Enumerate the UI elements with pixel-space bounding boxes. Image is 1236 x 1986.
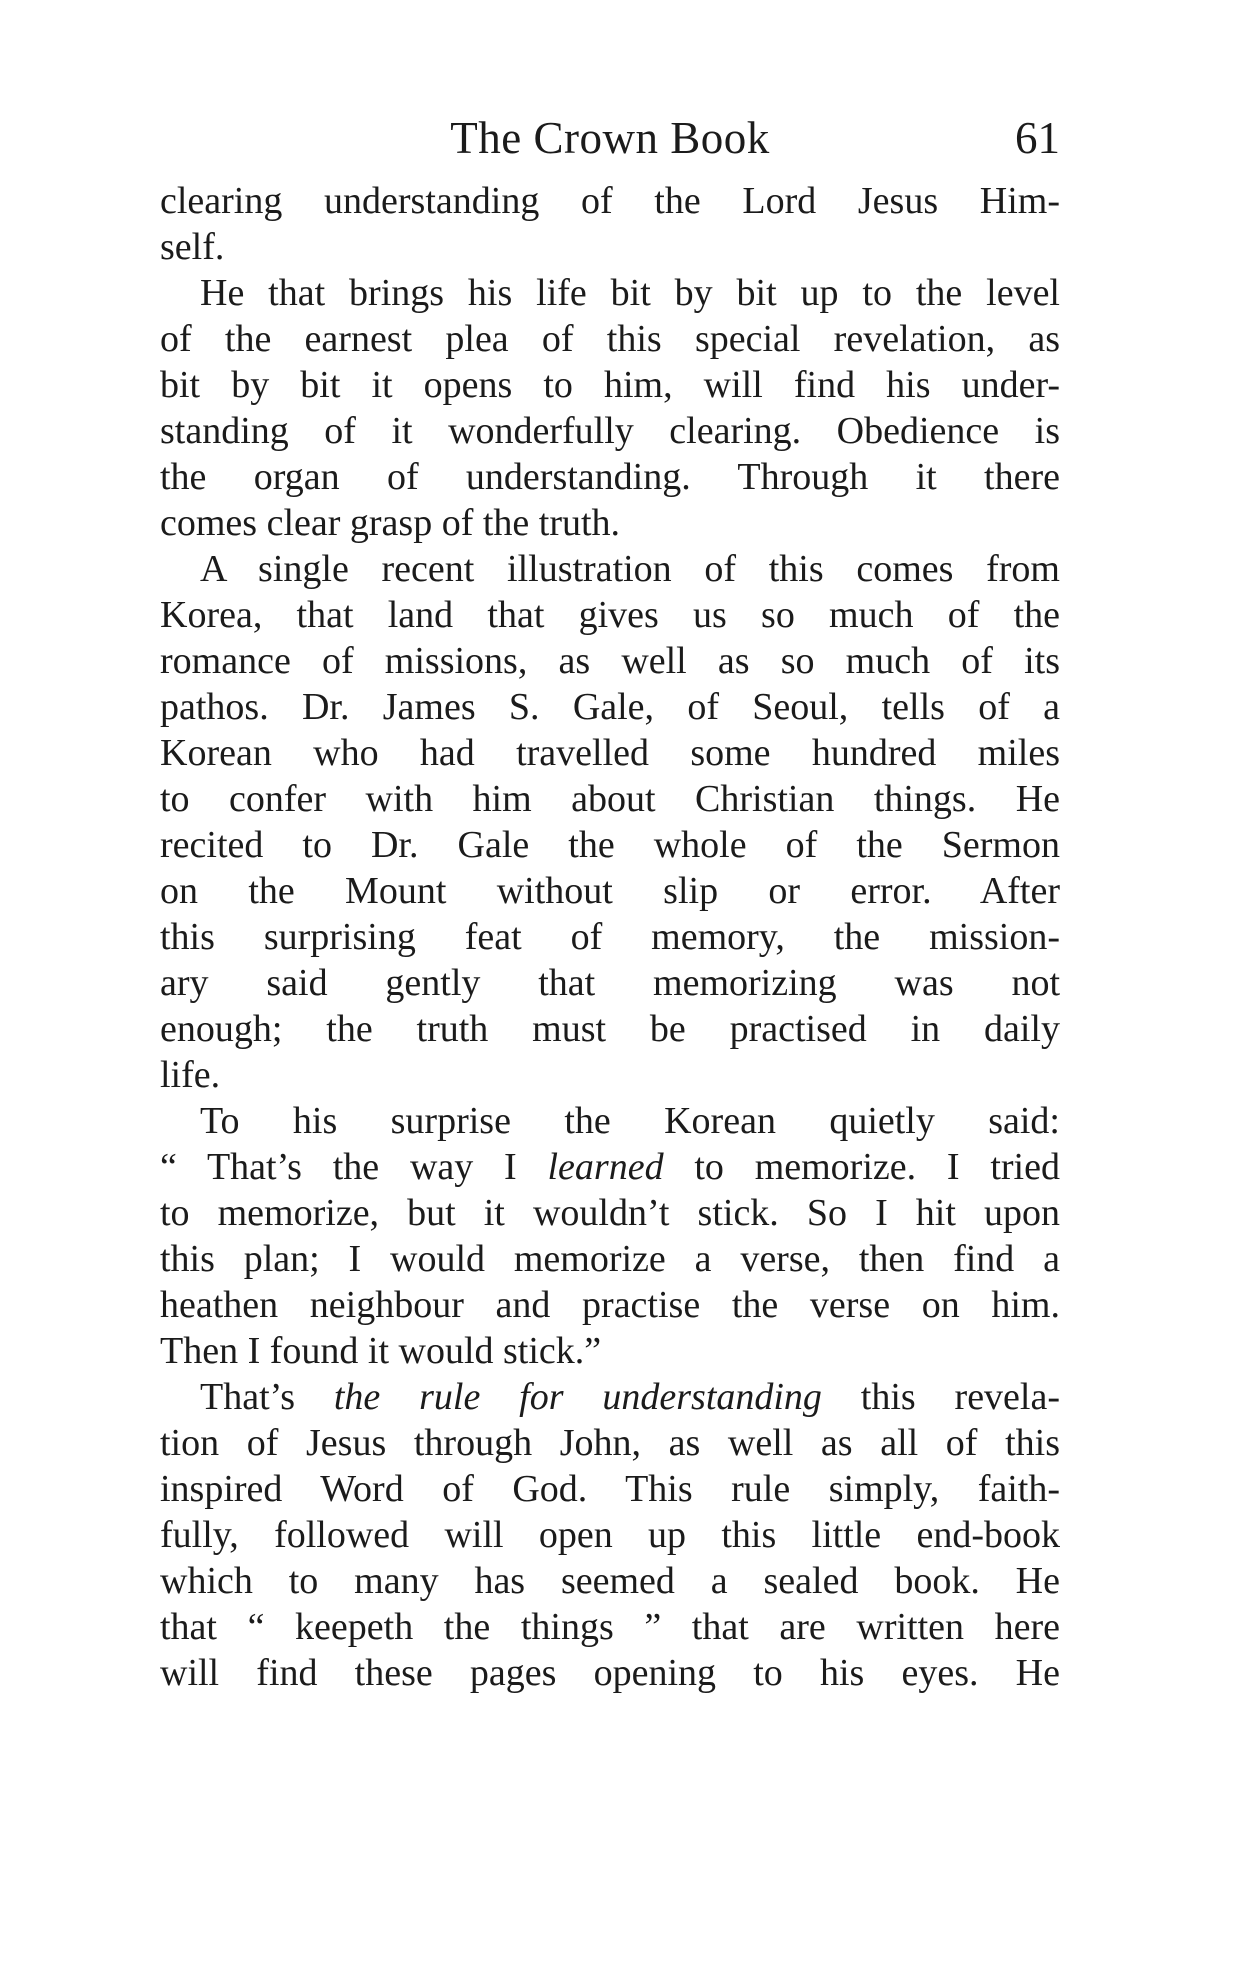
text-run: this revela- <box>821 1376 1061 1418</box>
text-line <box>160 1144 1060 1190</box>
text-line: He that brings his life bit by bit up to the level <box>200 272 1060 314</box>
text-line: Then I found it would stick.” <box>160 1330 602 1372</box>
italic-emphasis: learned <box>547 1146 664 1188</box>
text-line: this surprising feat of memory, the mission- <box>160 916 1060 958</box>
body-text <box>160 178 1060 1696</box>
text-line: bit by bit it opens to him, will find his under- <box>160 364 1060 406</box>
text-line: standing of it wonderfully clearing. Obedience is <box>160 410 1060 452</box>
text-line: inspired Word of God. This rule simply, faith- <box>160 1468 1060 1510</box>
text-line: life. <box>160 1054 221 1096</box>
text-line: Korea, that land that gives us so much of the <box>160 594 1060 636</box>
text-line: recited to Dr. Gale the whole of the Sermon <box>160 824 1060 866</box>
text-line: the organ of understanding. Through it there <box>160 456 1060 498</box>
text-line: ary said gently that memorizing was not <box>160 962 1060 1004</box>
text-line: enough; the truth must be practised in daily <box>160 1008 1060 1050</box>
running-head <box>160 108 1060 168</box>
text-line: romance of missions, as well as so much of its <box>160 640 1060 682</box>
text-line: fully, followed will open up this little end-book <box>160 1514 1060 1556</box>
text-line: self. <box>160 226 225 268</box>
text-line: pathos. Dr. James S. Gale, of Seoul, tells of a <box>160 686 1060 728</box>
text-run: to memorize. I tried <box>663 1146 1060 1188</box>
text-line: To his surprise the Korean quietly said: <box>200 1100 1060 1142</box>
text-line: on the Mount without slip or error. After <box>160 870 1060 912</box>
text-line: of the earnest plea of this special revelation, as <box>160 318 1060 360</box>
text-line: clearing understanding of the Lord Jesus Him- <box>160 180 1060 222</box>
text-run: “ That’s the way I <box>160 1146 548 1188</box>
text-line: this plan; I would memorize a verse, then find a <box>160 1238 1060 1280</box>
text-line: tion of Jesus through John, as well as all of this <box>160 1422 1060 1464</box>
text-line: will find these pages opening to his eyes. He <box>160 1652 1060 1694</box>
text-line: which to many has seemed a sealed book. He <box>160 1560 1060 1602</box>
text-line: that “ keepeth the things ” that are written here <box>160 1606 1060 1648</box>
text-line: heathen neighbour and practise the verse on him. <box>160 1284 1060 1326</box>
text-line: to memorize, but it wouldn’t stick. So I hit upon <box>160 1192 1060 1234</box>
text-line <box>160 1374 1060 1420</box>
text-line: A single recent illustration of this comes from <box>200 548 1060 590</box>
text-line: Korean who had travelled some hundred miles <box>160 732 1060 774</box>
running-title: The Crown Book <box>450 113 770 163</box>
text-line: to confer with him about Christian things. He <box>160 778 1060 820</box>
text-line: comes clear grasp of the truth. <box>160 502 621 544</box>
text-run: That’s <box>200 1376 334 1418</box>
page-number: 61 <box>1015 113 1060 163</box>
italic-emphasis: the rule for understanding <box>333 1376 822 1418</box>
book-page <box>160 108 1060 1696</box>
